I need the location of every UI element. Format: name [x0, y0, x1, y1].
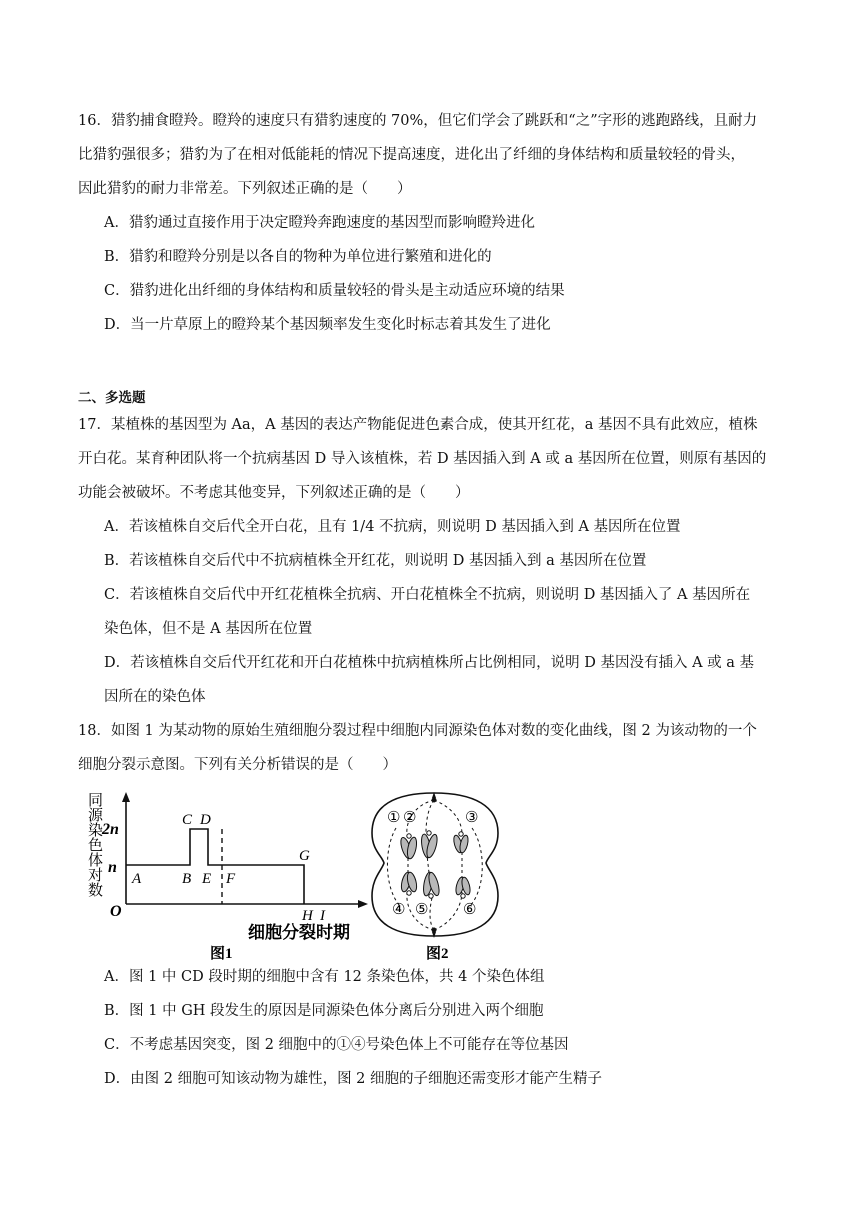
q16-option-a: A．猎豹通过直接作用于决定瞪羚奔跑速度的基因型而影响瞪羚进化 — [104, 215, 535, 231]
fig1-point-i: I — [320, 908, 325, 924]
q18-option-a: A．图 1 中 CD 段时期的细胞中含有 12 条染色体，共 4 个染色体组 — [104, 969, 545, 985]
q17-option-d: D．若该植株自交后代开红花和开白花植株中抗病植株所占比例相同，说明 D 基因没有插入 A 或 a 基 — [104, 655, 755, 671]
section-heading: 二、多选题 — [78, 390, 146, 406]
q18-option-c: C．不考虑基因突变，图 2 细胞中的①④号染色体上不可能存在等位基因 — [104, 1037, 569, 1053]
fig1-origin: O — [110, 903, 122, 920]
q17-option-c: C．若该植株自交后代中开红花植株全抗病、开白花植株全不抗病，则说明 D 基因插入了 A 基因所在 — [104, 587, 751, 603]
q17-option-b: B．若该植株自交后代中不抗病植株全开红花，则说明 D 基因插入到 a 基因所在位置 — [104, 553, 647, 569]
fig2-caption: 图2 — [426, 946, 449, 960]
q17-stem-line-2: 开白花。某育种团队将一个抗病基因 D 导入该植株，若 D 基因插入到 A 或 a 基因所在位置，则原有基因的 — [78, 451, 767, 467]
fig1-x-axis-label: 细胞分裂时期 — [248, 923, 350, 942]
q16-option-b: B．猎豹和瞪羚分别是以各自的物种为单位进行繁殖和进化的 — [104, 249, 492, 265]
q17-stem-line-1: 17．某植株的基因型为 Aa，A 基因的表达产物能促进色素合成，使其开红花，a 基因不具有此效应，植株 — [78, 417, 758, 433]
q16-stem-line-1: 16．猎豹捕食瞪羚。瞪羚的速度只有猎豹速度的 70%，但它们学会了跳跃和“之”字形的逃跑路线，且耐力 — [78, 113, 758, 129]
fig1-ytick-2n: 2n — [102, 821, 119, 838]
fig2-bottom-pole — [432, 932, 436, 938]
fig1-point-e: E — [202, 871, 212, 887]
q17-option-a: A．若该植株自交后代全开白花，且有 1/4 不抗病，则说明 D 基因插入到 A 基因所在位置 — [104, 519, 681, 535]
q18-option-d: D．由图 2 细胞可知该动物为雄性，图 2 细胞的子细胞还需变形才能产生精子 — [104, 1071, 603, 1087]
fig2-label-5: ⑤ — [415, 902, 429, 918]
q16-stem-line-2: 比猎豹强很多；猎豹为了在相对低能耗的情况下提高速度，进化出了纤细的身体结构和质量较轻的骨头， — [78, 147, 745, 163]
fig1-point-a: A — [132, 871, 142, 887]
fig2-label-6: ⑥ — [463, 902, 477, 918]
q16-option-c: C．猎豹进化出纤细的身体结构和质量较轻的骨头是主动适应环境的结果 — [104, 283, 565, 299]
fig2-label-3: ③ — [465, 810, 479, 826]
fig1-y-axis-label: 同源染色体对数 — [86, 792, 102, 897]
q16-option-d: D．当一片草原上的瞪羚某个基因频率发生变化时标志着其发生了进化 — [104, 317, 551, 333]
q17-option-c-cont: 染色体，但不是 A 基因所在位置 — [104, 621, 313, 637]
q18-option-b: B．图 1 中 GH 段发生的原因是同源染色体分离后分别进入两个细胞 — [104, 1003, 544, 1019]
fig2-label-2: ② — [403, 810, 417, 826]
q18-stem-line-1: 18．如图 1 为某动物的原始生殖细胞分裂过程中细胞内同源染色体对数的变化曲线，图 2 为该动物的一个 — [78, 723, 757, 739]
fig1-ytick-n: n — [108, 859, 117, 876]
q17-option-d-cont: 因所在的染色体 — [104, 689, 206, 705]
q17-stem-line-3: 功能会被破坏。不考虑其他变异，下列叙述正确的是（ ） — [78, 485, 470, 501]
fig1-point-h: H — [302, 908, 313, 924]
fig1-point-b: B — [182, 871, 192, 887]
fig1-x-axis-arrow — [358, 900, 368, 908]
fig1-point-f: F — [226, 871, 236, 887]
fig2-label-1: ① — [387, 810, 401, 826]
fig1-curve — [126, 829, 304, 904]
fig1-point-g: G — [299, 848, 310, 864]
fig1-point-d: D — [200, 812, 211, 828]
figure-2-cell-diagram — [370, 788, 500, 960]
q18-stem-line-2: 细胞分裂示意图。下列有关分析错误的是（ ） — [78, 757, 397, 773]
fig1-point-c: C — [182, 812, 193, 828]
fig2-label-4: ④ — [392, 902, 406, 918]
fig1-y-axis-arrow — [122, 792, 130, 802]
fig1-caption: 图1 — [210, 946, 233, 962]
q16-stem-line-3: 因此猎豹的耐力非常差。下列叙述正确的是（ ） — [78, 181, 412, 197]
figure-1-graph — [80, 786, 370, 966]
